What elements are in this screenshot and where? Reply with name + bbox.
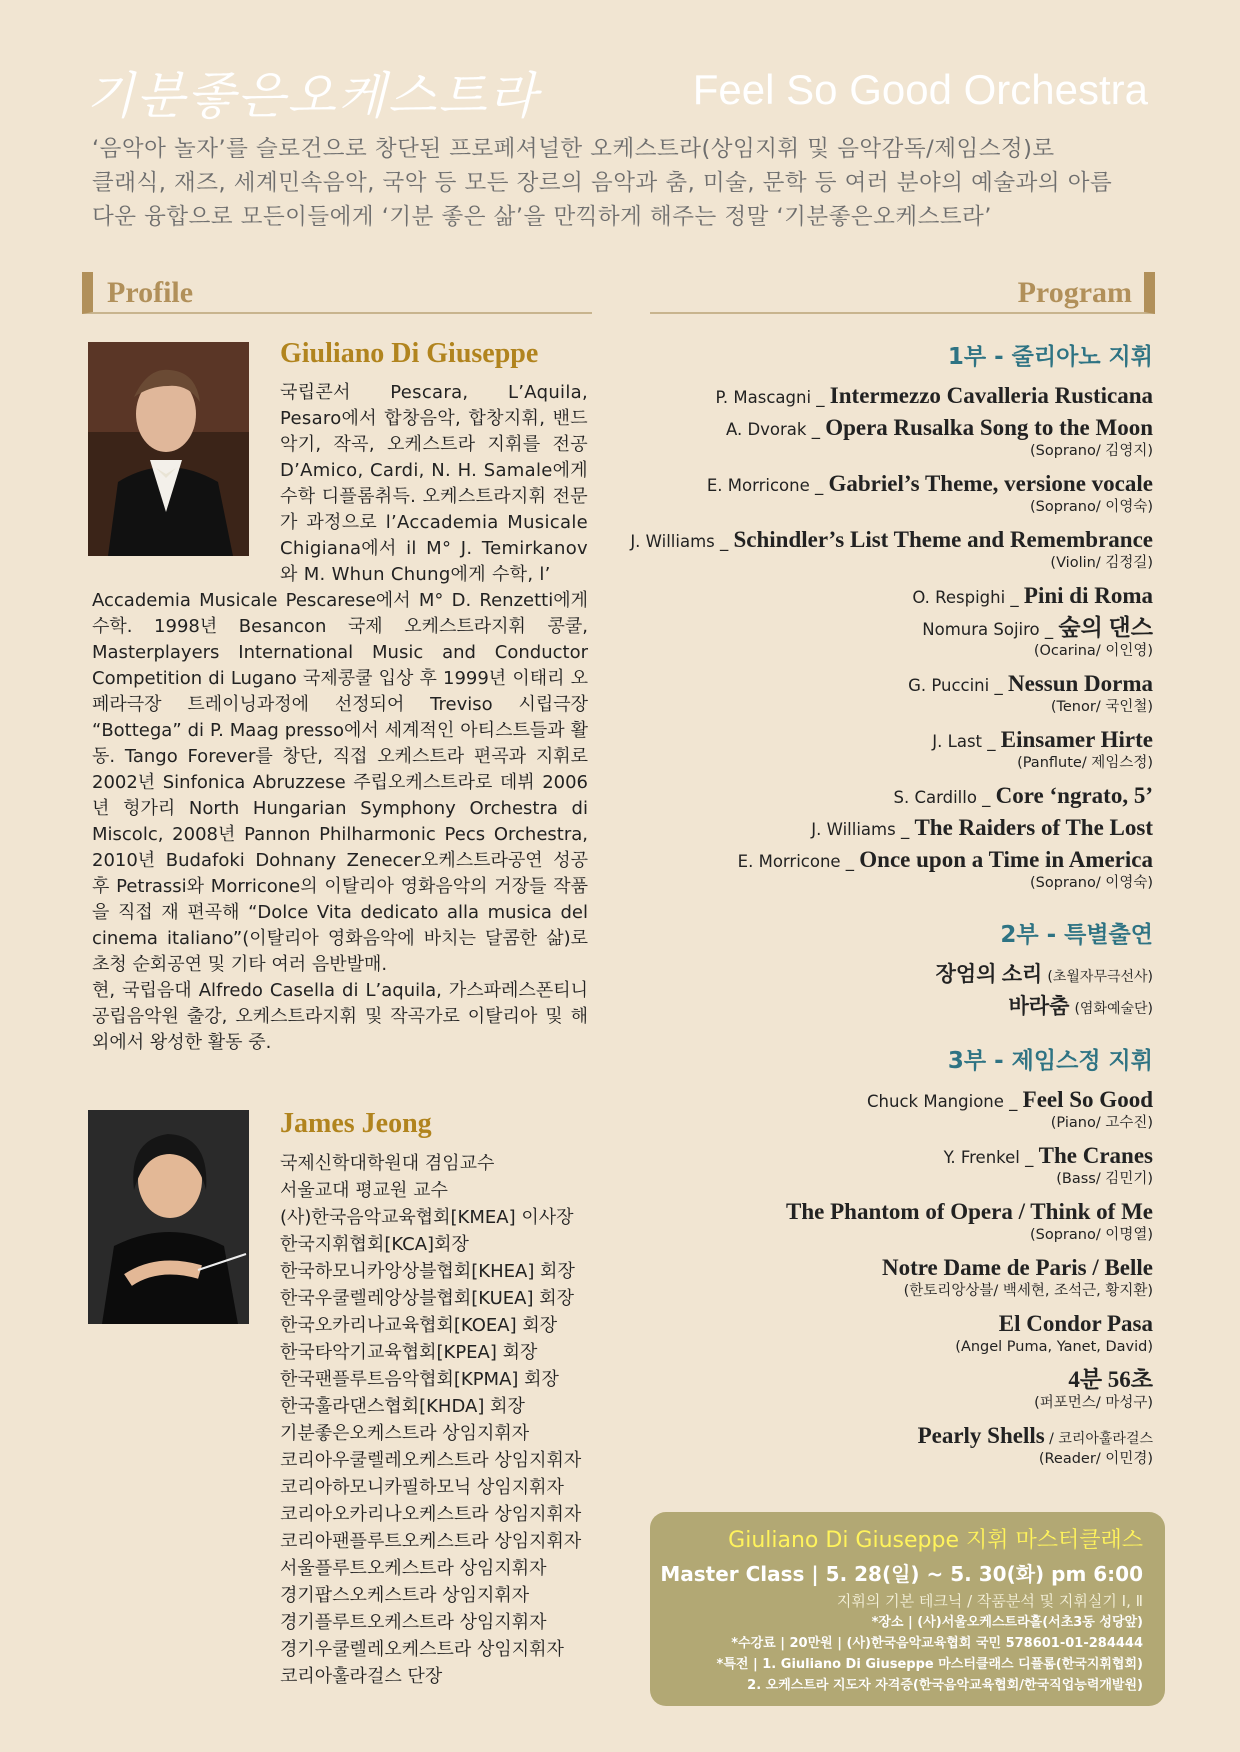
performer: (Piano/ 고수진): [1050, 1115, 1153, 1131]
composer: J. Williams _: [811, 820, 915, 839]
performer: (초월자무극선사): [1047, 969, 1153, 985]
performer: (Soprano/ 이영숙): [1029, 499, 1153, 515]
credential-item: 한국지휘협회[KCA]회장: [280, 1234, 469, 1255]
program-item: [593, 1364, 1153, 1420]
composer: P. Mascagni _: [715, 388, 830, 407]
program-item: [593, 1196, 1153, 1252]
composer: E. Morricone _: [706, 476, 829, 495]
piece-title: 바라춤: [1008, 994, 1070, 1018]
giuliano-bio-wide: [92, 588, 588, 1056]
performer: (퍼포먼스/ 마성구): [1034, 1395, 1153, 1411]
program-item: [593, 668, 1153, 724]
program-item: [593, 1084, 1153, 1140]
performer: (Bass/ 김민기): [1056, 1171, 1153, 1187]
credential-item: 경기플루트오케스트라 상임지휘자: [280, 1612, 547, 1633]
composer: E. Morricone _: [737, 852, 860, 871]
credential-item: 한국타악기교육협회[KPEA] 회장: [280, 1342, 538, 1363]
program-item: [593, 468, 1153, 524]
piece-title: 장엄의 소리: [935, 962, 1043, 986]
piece-title: Gabriel’s Theme, versione vocale: [828, 471, 1153, 496]
piece-title: Feel So Good: [1022, 1087, 1153, 1112]
credential-item: 한국오카리나교육협회[KOEA] 회장: [280, 1315, 558, 1336]
giuliano-name: Giuliano Di Giuseppe: [280, 338, 539, 369]
credential-item: (사)한국음악교육협회[KMEA] 이사장: [280, 1207, 574, 1228]
masterclass-title: Giuliano Di Giuseppe 지휘 마스터클래스: [728, 1528, 1143, 1553]
masterclass-box: [650, 1512, 1165, 1706]
piece-title: 숲의 댄스: [1058, 615, 1153, 640]
performer: (Ocarina/ 이인영): [1033, 643, 1153, 659]
credential-item: 코리아훌라걸스 단장: [280, 1666, 443, 1687]
giuliano-photo: [88, 342, 249, 556]
program-item: [593, 1308, 1153, 1364]
program-item: [593, 990, 1153, 1022]
program-item: [593, 380, 1153, 412]
program-item: [593, 524, 1153, 580]
piece-title: 4분 56초: [1068, 1367, 1153, 1392]
program-heading: Program: [650, 272, 1155, 314]
piece-title: El Condor Pasa: [998, 1311, 1153, 1336]
james-photo: [88, 1110, 249, 1324]
piece-title: Nessun Dorma: [1007, 671, 1153, 696]
program-item: [593, 844, 1153, 900]
piece-title: Notre Dame de Paris / Belle: [881, 1255, 1153, 1280]
program-item: [593, 580, 1153, 612]
masterclass-note: *수강료 | 20만원 | (사)한국음악교육협회 국민 578601-01-284444: [731, 1636, 1143, 1651]
credential-item: 서울교대 평교원 교수: [280, 1180, 448, 1201]
program-item: [593, 812, 1153, 844]
credential-item: 경기우쿨렐레오케스트라 상임지휘자: [280, 1639, 564, 1660]
part2-title: 2부 - 특별출연: [1000, 922, 1153, 948]
profile-heading: Profile: [82, 272, 592, 314]
program-item: [593, 1420, 1153, 1476]
english-title: Feel So Good Orchestra: [692, 66, 1148, 113]
piece-title: Pearly Shells: [917, 1423, 1045, 1448]
performer: (한토리앙상블/ 백세현, 조석근, 황지환): [903, 1283, 1153, 1299]
part1-title: 1부 - 줄리아노 지휘: [947, 344, 1153, 370]
performer: (Violin/ 김정길): [1050, 555, 1153, 571]
performer: (Reader/ 이민경): [1038, 1451, 1153, 1467]
credential-item: 코리아오카리나오케스트라 상임지휘자: [280, 1504, 582, 1525]
giuliano-bio-current: 현, 국립음대 Alfredo Casella di L’aquila, 가스파레스폰티니 공립음악원 출강, 오케스트라지휘 및 작곡가로 이탈리아 및 해외에서 왕성한 활동 중.: [92, 980, 588, 1053]
credential-item: 코리아하모니카필하모닉 상임지휘자: [280, 1477, 564, 1498]
credential-item: 한국하모니카앙상블협회[KHEA] 회장: [280, 1261, 575, 1282]
masterclass-date: Master Class | 5. 28(일) ~ 5. 30(화) pm 6:00: [660, 1562, 1143, 1586]
credential-item: 한국훌라댄스협회[KHDA] 회장: [280, 1396, 525, 1417]
intro-text: [92, 132, 1152, 234]
composer: A. Dvorak _: [725, 420, 826, 439]
piece-title: Einsamer Hirte: [1000, 727, 1153, 752]
credential-item: 한국우쿨렐레앙상블협회[KUEA] 회장: [280, 1288, 574, 1309]
program-item: [593, 412, 1153, 468]
composer: S. Cardillo _: [893, 788, 996, 807]
composer: Nomura Sojiro _: [922, 620, 1059, 639]
composer: J. Last _: [932, 732, 1001, 751]
performer: (염화예술단): [1074, 1001, 1153, 1017]
credential-item: 코리아팬플루트오케스트라 상임지휘자: [280, 1531, 582, 1552]
giuliano-bio-career: Accademia Musicale Pescarese에서 M° D. Renzetti에게 수학. 1998년 Besancon 국제 오케스트라지휘 콩쿨, Masterplayers International Music and Conductor Competition di Lugano 국제콩쿨 입상 후 1999년 이태리 오페라극장 트레이닝과정에 선정되어 Treviso 시립극장 “Bottega” di P. Maag presso에서 세계적인 아티스트들과 활동. Tango Forever를 창단, 직접 오케스트라 편곡과 지휘로 2002년 Sinfonica Abruzzese 주립오케스트라로 데뷔 2006년 헝가리 North Hungarian Symphony Orchestra di Miscolc, 2008년 Pannon Philharmonic Pecs Orchestra, 2010년 Budafoki Dohnany Zenecer오케스트라공연 성공 후 Petrassi와 Morricone의 이탈리아 영화음악의 거장들 작품을 직접 재 편곡해 “Dolce Vita dedicato alla musica del cinema italiano”(이탈리아 영화음악에 바치는 달콤한 삶)로 초청 순회공연 및 기타 여러 음반발매.: [92, 590, 588, 975]
korean-title: 기분좋은오케스트라: [86, 67, 539, 125]
masterclass-note: *특전 | 1. Giuliano Di Giuseppe 마스터클래스 디플롬(한국지휘협회): [716, 1657, 1143, 1672]
program-item: [593, 612, 1153, 668]
credential-item: 서울플루트오케스트라 상임지휘자: [280, 1558, 547, 1579]
program-list: [593, 340, 1153, 1476]
program-item: [593, 958, 1153, 990]
composer: J. Williams _: [630, 532, 734, 551]
credential-item: 코리아우쿨렐레오케스트라 상임지휘자: [280, 1450, 582, 1471]
masterclass-topic: 지휘의 기본 테크닉 / 작품분석 및 지휘실기 Ⅰ, Ⅱ: [836, 1592, 1143, 1610]
intro-line: ‘음악아 놀자’를 슬로건으로 창단된 프로페셔널한 오케스트라(상임지휘 및 음악감독/제임스정)로: [92, 136, 1055, 162]
piece-title: The Raiders of The Lost: [914, 815, 1153, 840]
performer: (Tenor/ 국인철): [1050, 699, 1153, 715]
performer: (Soprano/ 이명열): [1029, 1227, 1153, 1243]
piece-title: Once upon a Time in America: [859, 847, 1153, 872]
credential-item: 경기팝스오케스트라 상임지휘자: [280, 1585, 530, 1606]
program-item: [593, 1140, 1153, 1196]
piece-title: Opera Rusalka Song to the Moon: [825, 415, 1153, 440]
performer: (Soprano/ 김영지): [1029, 443, 1153, 459]
part3-title: 3부 - 제임스정 지휘: [947, 1048, 1153, 1074]
intro-line: 클래식, 재즈, 세계민속음악, 국악 등 모든 장르의 음악과 춤, 미술, 문학 등 여러 분야의 예술과의 아름: [92, 170, 1113, 196]
performer: (Panflute/ 제임스정): [1017, 755, 1153, 771]
piece-title: Core ‘ngrato, 5’: [995, 783, 1153, 808]
performer: (Soprano/ 이영숙): [1029, 875, 1153, 891]
credential-item: 한국팬플루트음악협회[KPMA] 회장: [280, 1369, 559, 1390]
composer: O. Respighi _: [912, 588, 1024, 607]
intro-line: 다운 융합으로 모든이들에게 ‘기분 좋은 삶’을 만끽하게 해주는 정말 ‘기분좋은오케스트라’: [92, 204, 992, 230]
masterclass-note: 2. 오케스트라 지도자 자격증(한국음악교육협회/한국직업능력개발원): [747, 1678, 1143, 1693]
performer-group: / 코리아훌라걸스: [1044, 1431, 1153, 1447]
credential-item: 국제신학대학원대 겸임교수: [280, 1153, 495, 1174]
program-item: [593, 724, 1153, 780]
program-item: [593, 1252, 1153, 1308]
piece-title: Schindler’s List Theme and Remembrance: [733, 527, 1153, 552]
program-item: [593, 780, 1153, 812]
piece-title: Pini di Roma: [1023, 583, 1153, 608]
credential-item: 기분좋은오케스트라 상임지휘자: [280, 1423, 530, 1444]
composer: Chuck Mangione _: [867, 1092, 1023, 1111]
piece-title: Intermezzo Cavalleria Rusticana: [829, 383, 1153, 408]
composer: Y. Frenkel _: [943, 1148, 1039, 1167]
masterclass-note: *장소 | (사)서울오케스트라홀(서초3동 성당앞): [871, 1615, 1143, 1630]
james-credentials: [280, 1150, 620, 1690]
piece-title: The Cranes: [1038, 1143, 1153, 1168]
performer: (Angel Puma, Yanet, David): [955, 1339, 1153, 1355]
piece-title: The Phantom of Opera / Think of Me: [786, 1199, 1153, 1224]
composer: G. Puccini _: [908, 676, 1008, 695]
james-name: James Jeong: [280, 1108, 432, 1139]
giuliano-bio-narrow: 국립콘서 Pescara, L’Aquila, Pesaro에서 합창음악, 합창지휘, 밴드악기, 작곡, 오케스트라 지휘를 전공 D’Amico, Cardi, N. H. Samale에게 수학 디플롬취득. 오케스트라지휘 전문가 과정으로 l’Accademia Musicale Chigiana에서 il M° J. Temirkanov와 M. Whun Chung에게 수학, l’: [280, 382, 588, 585]
